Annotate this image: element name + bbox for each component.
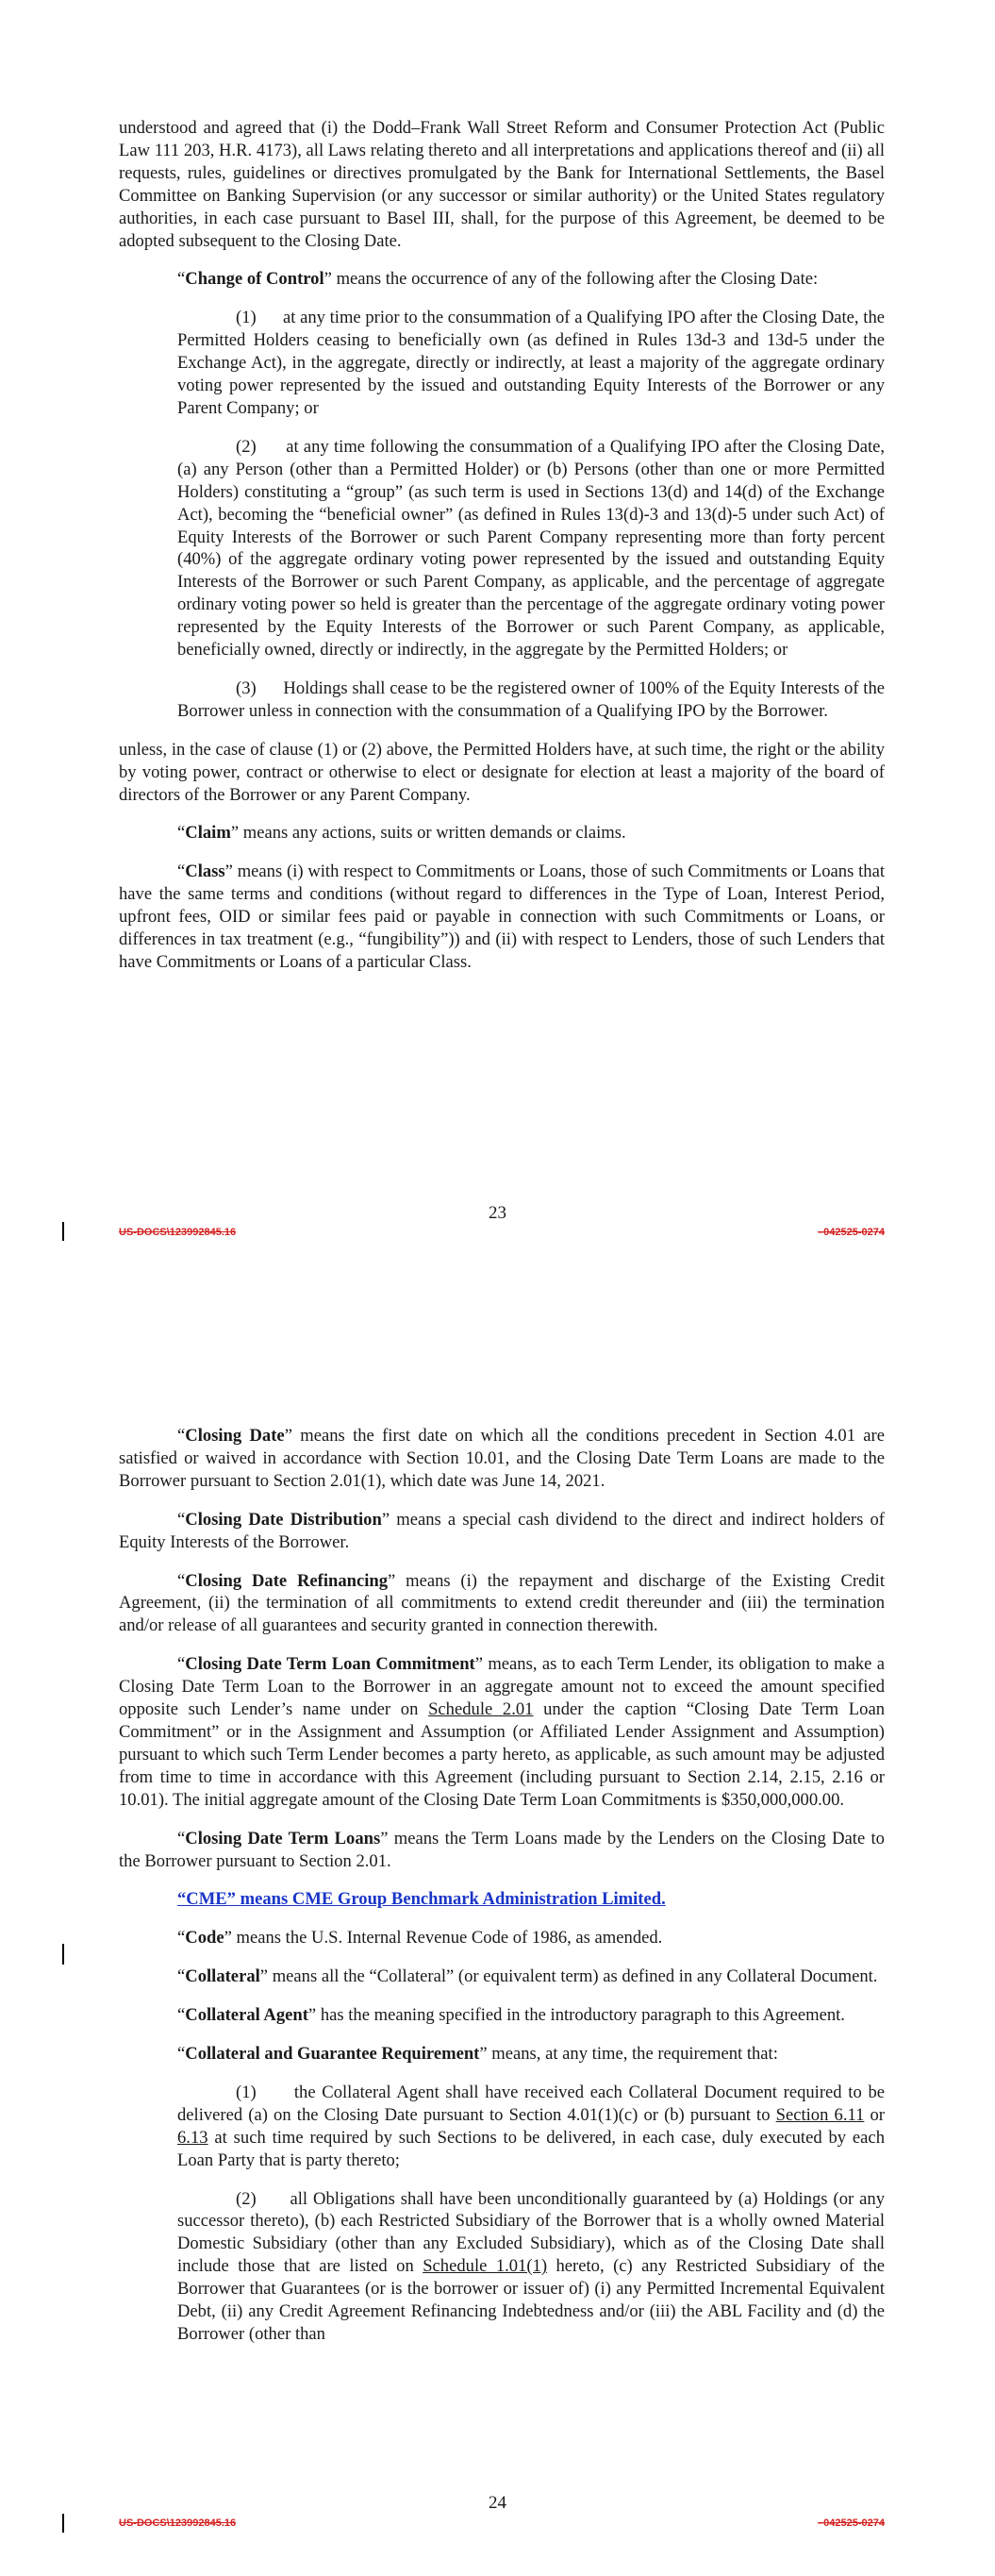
definition-collateral-and-guarantee-requirement: “Collateral and Guarantee Requirement” means, at any time, the requirement that: (177, 2044, 778, 2065)
clause-number: (2) (236, 436, 257, 457)
definition-claim: “Claim” means any actions, suits or written demands or claims. (177, 823, 626, 844)
defined-term: Closing Date Refinancing (185, 1570, 389, 1591)
schedule-2-01-reference: Schedule 2.01 (428, 1699, 534, 1720)
definition-closing-date-term-loan-commitment: “Closing Date Term Loan Commitment” means, as to each Term Lender, its obligation to make a Closing Date Term Loan to the Borrower in an aggregate amount not to exceed the amount specified opposite such Lender’s name under on Schedule 2.01 under the caption “Closing Date Term Loan Commitment” or in the Assignment and Assumption (or Affiliated Lender Assignment and Assumption) pursuant to which such Term Lender becomes a party hereto, as applicable, as such amount may be adjusted from time to time in accordance with this Agreement (including pursuant to Section 2.14, 2.15, 2.16 or 10.01). The initial aggregate amount of the Closing Date Term Loan Commitments is $350,000,000.00. (119, 1654, 885, 1810)
defined-term: Code (185, 1928, 224, 1949)
document-page-24 (0, 1359, 995, 2576)
requirement-clause-1: (1) the Collateral Agent shall have received each Collateral Document required to be delivered (a) on the Closing Date pursuant to Section 4.01(1)(c) or (b) pursuant to Section 6.11 or 6.13 at such time required by such Sections to be delivered, in each case, duly executed by each Loan Party that is party thereto; (177, 2082, 885, 2170)
definition-closing-date-refinancing: “Closing Date Refinancing” means (i) the repayment and discharge of the Existing Credit Agreement, (ii) the termination of all commitments to extend credit thereunder and (iii) the termination and/or release of all guarantees and security granted in connection therewith. (119, 1570, 885, 1636)
clause-number: (1) (236, 308, 257, 328)
definition-class: “Class” means (i) with respect to Commitments or Loans, those of such Commitments or Loans that have the same terms and conditions (without regard to differences in the Type of Loan, Interest Period, upfront fees, OID or similar fees paid or payable in connection with such Commitments or Loans, or differences in tax treatment (e.g., “fungibility”)) and (ii) with respect to Lenders, those of such Lenders that have Commitments or Loans of a particular Class. (119, 861, 885, 972)
section-6-11-reference: Section 6.11 (775, 2104, 865, 2125)
defined-term: Class (185, 861, 225, 882)
definition-code: “Code” means the U.S. Internal Revenue Code of 1986, as amended. (177, 1928, 663, 1949)
defined-term: Collateral and Guarantee Requirement (185, 2044, 480, 2065)
defined-term: Claim (185, 823, 231, 844)
requirement-clause-2: (2) all Obligations shall have been unconditionally guaranteed by (a) Holdings (or any successor thereto), (b) each Restricted Subsidiary of the Borrower that is a wholly owned Material Domestic Subsidiary (other than any Excluded Subsidiary), which as of the Closing Date shall include those that are listed on Schedule 1.01(1) hereto, (c) any Restricted Subsidiary of the Borrower that Guarantees (or is the borrower or issuer of) (i) any Permitted Incremental Equivalent Debt, (ii) any Credit Agreement Refinancing Indebtedness and/or (iii) the ABL Facility and (d) the Borrower (other than (177, 2188, 886, 2344)
defined-term: Closing Date Term Loan Commitment (185, 1654, 475, 1675)
footer-doc-id: US-DOCS\123992845.16 (119, 2517, 237, 2529)
clause-3: (3) Holdings shall cease to be the registered owner of 100% of the Equity Interests of the Borrower unless in connection with the consummation of a Qualifying IPO by the Borrower. (177, 677, 886, 721)
definition-closing-date-distribution: “Closing Date Distribution” means a special cash dividend to the direct and indirect holders of Equity Interests of the Borrower. (119, 1509, 885, 1552)
change-bar (62, 2514, 64, 2533)
clause-number: (3) (236, 677, 257, 698)
footer-matter-number: –042525-0274 (818, 1227, 885, 1238)
change-bar (62, 1222, 64, 1241)
definition-collateral-agent: “Collateral Agent” has the meaning specified in the introductory paragraph to this Agreement. (177, 2005, 845, 2026)
defined-term: Closing Date (185, 1426, 285, 1446)
clause-number: (2) (236, 2188, 257, 2209)
unless-paragraph: unless, in the case of clause (1) or (2) above, the Permitted Holders have, at such time, the right or the ability by voting power, contract or otherwise to elect or designate for election at least a majority of the board of directors of the Borrower or any Parent Company. (119, 739, 885, 805)
page-24-body (119, 1425, 885, 2362)
schedule-1-01-reference: Schedule 1.01(1) (423, 2256, 548, 2277)
definition-closing-date: “Closing Date” means the first date on which all the conditions precedent in Section 4.01 are satisfied or waived in accordance with Section 10.01, and the Closing Date Term Loans are made to the Borrower pursuant to Section 2.01(1), which date was June 14, 2021. (119, 1426, 885, 1491)
clause-1: (1) at any time prior to the consummation of a Qualifying IPO after the Closing Date, the Permitted Holders ceasing to beneficially own (as defined in Rules 13d-3 and 13d-5 under the Exchange Act), in the aggregate, directly or indirectly, at least a majority of the aggregate ordinary voting power represented by the issued and outstanding Equity Interests of the Borrower or any Parent Company; or (177, 308, 886, 418)
page-number: 23 (489, 1203, 506, 1223)
defined-term: Collateral (185, 1966, 260, 1987)
definition-collateral: “Collateral” means all the “Collateral” (or equivalent term) as defined in any Collateral Document. (177, 1966, 878, 1987)
change-bar (62, 1944, 64, 1965)
defined-term: Change of Control (185, 269, 324, 290)
footer-matter-number: –042525-0274 (818, 2517, 885, 2529)
basel-continuation-paragraph: understood and agreed that (i) the Dodd–Frank Wall Street Reform and Consumer Protection Act (Public Law 111 203, H.R. 4173), all Laws relating thereto and all interpretations and applications thereof and (ii) all requests, rules, guidelines or directives promulgated by the Bank for International Settlements, the Basel Committee on Banking Supervision (or any successor or similar authority) or the United States regulatory authorities, in each case pursuant to Basel III, shall, for the purpose of this Agreement, be deemed to be adopted subsequent to the Closing Date. (119, 118, 885, 251)
footer-doc-id: US-DOCS\123992845.16 (119, 1227, 237, 1238)
clause-number: (1) (236, 2082, 257, 2102)
cme-inserted-text: “CME” means CME Group Benchmark Administration Limited. (177, 1889, 666, 1910)
clause-2: (2) at any time following the consummation of a Qualifying IPO after the Closing Date, (a) any Person (other than a Permitted Holder) or (b) Persons (other than one or more Permitted Holders) constituting a “group” (as such term is used in Sections 13(d) and 14(d) of the Exchange Act), becoming the “beneficial owner” (as defined in Rules 13(d)-3 and 13(d)-5 under such Act) of Equity Interests of the Borrower or such Parent Company representing more than forty percent (40%) of the aggregate ordinary voting power represented by the issued and outstanding Equity Interests of the Borrower or such Parent Company, as applicable, and the percentage of aggregate ordinary voting power so held is greater than the percentage of the aggregate ordinary voting power represented by the Equity Interests of the Borrower or such Parent Company, as applicable, beneficially owned, directly or indirectly, in the aggregate by the Permitted Holders; or (177, 436, 886, 661)
definition-cme-inserted (119, 1888, 885, 1911)
section-6-13-reference: 6.13 (177, 2127, 208, 2148)
definition-closing-date-term-loans: “Closing Date Term Loans” means the Term Loans made by the Lenders on the Closing Date to the Borrower pursuant to Section 2.01. (119, 1828, 885, 1871)
definition-change-of-control: “Change of Control” means the occurrence of any of the following after the Closing Date: (177, 269, 819, 290)
page-23-body (119, 117, 885, 990)
defined-term: Collateral Agent (185, 2005, 308, 2026)
defined-term: Closing Date Term Loans (185, 1828, 381, 1848)
defined-term: Closing Date Distribution (185, 1509, 382, 1530)
page-number: 24 (489, 2493, 506, 2513)
